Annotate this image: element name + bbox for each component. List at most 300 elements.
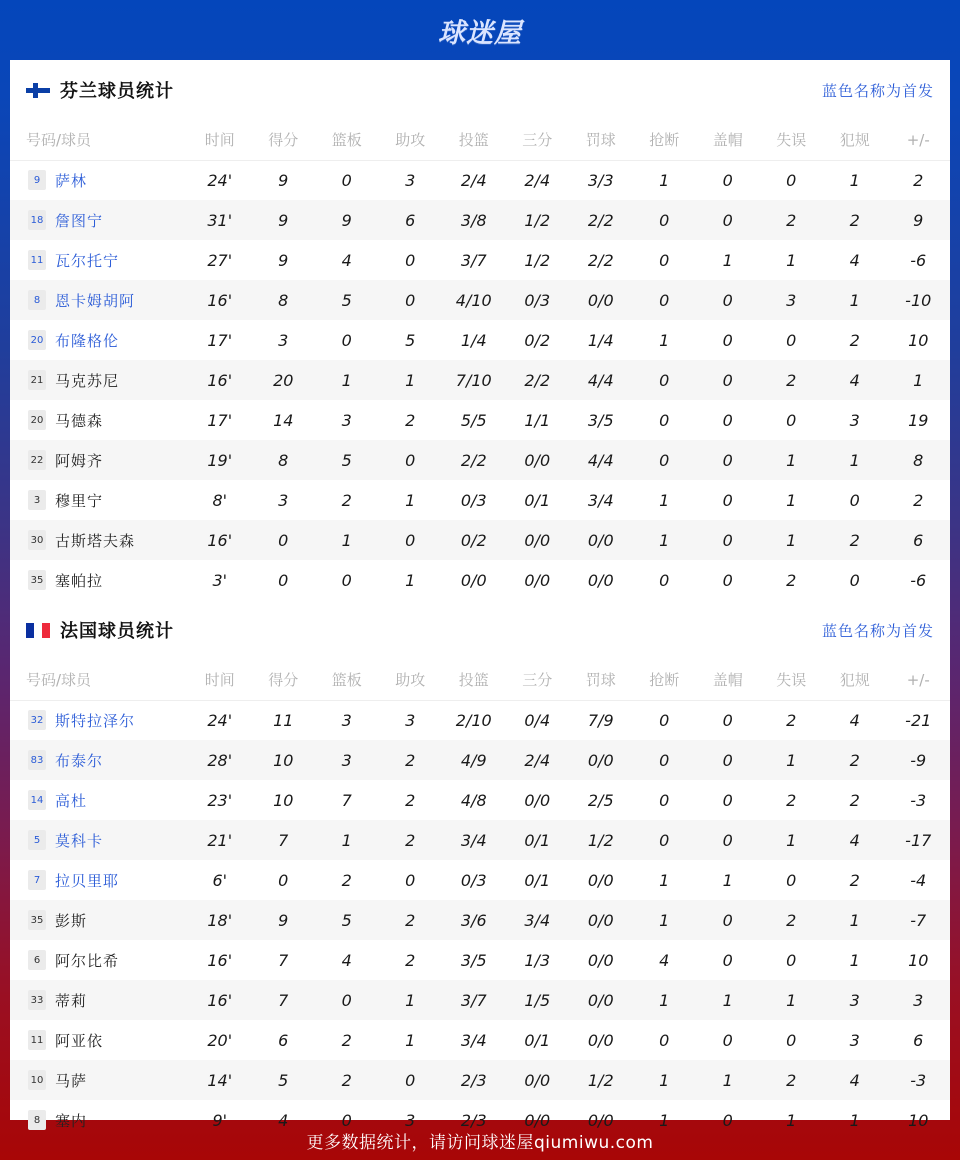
stat-steals: 0	[659, 570, 670, 590]
stat-blocks: 0	[722, 790, 733, 810]
column-header-player: 号码/球员	[10, 660, 188, 700]
jersey-number-badge: 20	[28, 330, 46, 350]
stat-rebounds: 0	[341, 170, 352, 190]
player-cell	[10, 280, 188, 320]
stat-assists: 1	[379, 980, 443, 1020]
stat-points: 0	[278, 870, 289, 890]
stat-turnovers: 0	[786, 870, 797, 890]
player-name: 高杜	[55, 791, 88, 810]
stat-three: 2/4	[506, 740, 570, 780]
stat-turnovers: 1	[786, 490, 797, 510]
table-row	[10, 240, 950, 280]
stat-steals: 0	[659, 250, 670, 270]
stat-three: 0/0	[506, 1060, 570, 1100]
stat-blocks: 0	[722, 1030, 733, 1050]
player-cell	[10, 780, 188, 820]
stat-rebounds: 4	[341, 250, 352, 270]
stat-assists: 2	[405, 950, 416, 970]
site-logo: 球迷屋	[438, 17, 522, 49]
stat-fg: 3/4	[442, 820, 506, 860]
stat-steals: 0	[659, 1030, 670, 1050]
player-cell	[10, 160, 188, 200]
stat-points: 8	[252, 440, 316, 480]
section-title: 芬兰球员统计	[60, 81, 174, 102]
stat-fouls: 2	[849, 870, 860, 890]
stat-plus-minus: -3	[910, 790, 927, 810]
stat-steals: 1	[659, 170, 670, 190]
stat-three: 0/1	[524, 1030, 551, 1050]
stat-plus-minus: 6	[913, 1030, 924, 1050]
stat-points: 9	[252, 900, 316, 940]
table-row	[10, 980, 950, 1020]
column-header-fg: 投篮	[442, 660, 506, 700]
stat-turnovers: 1	[760, 440, 824, 480]
stat-points: 4	[278, 1110, 289, 1130]
stat-fg: 2/3	[442, 1060, 506, 1100]
player-cell	[10, 520, 188, 560]
stat-fg: 0/2	[442, 520, 506, 560]
stat-rebounds: 2	[341, 490, 352, 510]
stat-rebounds: 7	[341, 790, 352, 810]
stat-three: 0/4	[524, 710, 551, 730]
stat-plus-minus: 3	[887, 980, 951, 1020]
stat-time: 16'	[207, 950, 233, 970]
stat-time: 31'	[188, 200, 252, 240]
stat-rebounds: 0	[341, 1110, 352, 1130]
table-row	[10, 280, 950, 320]
stat-plus-minus: -9	[887, 740, 951, 780]
stat-blocks: 0	[696, 900, 760, 940]
stat-fouls: 1	[849, 1110, 860, 1130]
stat-rebounds: 5	[315, 280, 379, 320]
player-name: 萨林	[55, 171, 88, 190]
stat-time: 20'	[207, 1030, 233, 1050]
column-header-fouls: 犯规	[823, 660, 887, 700]
table-row	[10, 160, 950, 200]
table-row	[10, 320, 950, 360]
column-header-plus-minus: +/-	[887, 660, 951, 700]
table-row	[10, 360, 950, 400]
player-name: 古斯塔夫森	[55, 531, 136, 550]
stat-three: 1/2	[524, 250, 551, 270]
stat-plus-minus: -4	[910, 870, 927, 890]
column-header-ft: 罚球	[569, 660, 633, 700]
stat-points: 20	[252, 360, 316, 400]
stat-time: 14'	[188, 1060, 252, 1100]
table-row	[10, 700, 950, 740]
stat-steals: 0	[659, 410, 670, 430]
stat-plus-minus: -10	[887, 280, 951, 320]
stat-time: 24'	[207, 170, 233, 190]
column-header-rebounds: 篮板	[315, 660, 379, 700]
stat-ft: 0/0	[587, 1110, 614, 1130]
starter-legend: 蓝色名称为首发	[821, 81, 934, 100]
stat-turnovers: 2	[760, 1060, 824, 1100]
stat-plus-minus: -7	[887, 900, 951, 940]
stat-ft: 7/9	[587, 710, 614, 730]
stat-blocks: 1	[696, 1060, 760, 1100]
stat-fg: 2/2	[442, 440, 506, 480]
stat-turnovers: 1	[786, 250, 797, 270]
stat-points: 6	[278, 1030, 289, 1050]
section-title: 法国球员统计	[60, 621, 174, 642]
team-section-finland	[10, 60, 950, 600]
table-row	[10, 860, 950, 900]
stat-assists: 5	[405, 330, 416, 350]
stat-turnovers: 0	[786, 1030, 797, 1050]
stat-fg: 0/3	[460, 490, 487, 510]
jersey-number-badge: 35	[28, 910, 46, 930]
stat-steals: 0	[659, 790, 670, 810]
stat-fouls: 4	[823, 820, 887, 860]
jersey-number-badge: 11	[28, 1030, 46, 1050]
stat-time: 27'	[207, 250, 233, 270]
player-name: 斯特拉泽尔	[55, 711, 136, 730]
stat-ft: 0/0	[569, 740, 633, 780]
column-header-time: 时间	[188, 120, 252, 160]
stat-assists: 1	[405, 570, 416, 590]
stat-blocks: 1	[696, 980, 760, 1020]
stat-assists: 0	[405, 250, 416, 270]
player-name: 马萨	[55, 1071, 88, 1090]
stat-assists: 3	[405, 170, 416, 190]
stat-points: 8	[252, 280, 316, 320]
stat-plus-minus: 8	[887, 440, 951, 480]
stat-rebounds: 2	[341, 1030, 352, 1050]
table-row	[10, 820, 950, 860]
stat-fouls: 2	[823, 740, 887, 780]
stat-plus-minus: -21	[905, 710, 932, 730]
stat-ft: 1/4	[587, 330, 614, 350]
section-header	[10, 60, 950, 120]
jersey-number-badge: 83	[28, 750, 46, 770]
player-cell	[10, 1020, 188, 1060]
stat-turnovers: 3	[760, 280, 824, 320]
stat-time: 23'	[207, 790, 233, 810]
player-cell	[10, 860, 188, 900]
stat-turnovers: 1	[760, 520, 824, 560]
stat-steals: 1	[659, 490, 670, 510]
stat-rebounds: 3	[315, 740, 379, 780]
stat-points: 7	[252, 980, 316, 1020]
player-name: 恩卡姆胡阿	[55, 291, 136, 310]
stat-points: 0	[252, 520, 316, 560]
stat-ft: 0/0	[569, 520, 633, 560]
stat-three: 0/1	[524, 870, 551, 890]
stat-three: 2/2	[506, 360, 570, 400]
stat-assists: 1	[405, 1030, 416, 1050]
stat-plus-minus: 2	[913, 170, 924, 190]
stat-turnovers: 2	[760, 200, 824, 240]
column-header-assists: 助攻	[379, 660, 443, 700]
column-header-turnovers: 失误	[760, 660, 824, 700]
stat-ft: 1/2	[569, 1060, 633, 1100]
stat-blocks: 0	[722, 410, 733, 430]
stat-assists: 6	[379, 200, 443, 240]
table-row	[10, 480, 950, 520]
jersey-number-badge: 20	[28, 410, 46, 430]
stat-steals: 0	[659, 710, 670, 730]
stat-three: 0/1	[506, 820, 570, 860]
stat-blocks: 0	[696, 360, 760, 400]
stat-assists: 3	[405, 1110, 416, 1130]
player-stats-table	[10, 120, 950, 600]
stat-assists: 2	[379, 740, 443, 780]
stat-fouls: 2	[849, 330, 860, 350]
stat-rebounds: 0	[315, 980, 379, 1020]
stat-plus-minus: 1	[887, 360, 951, 400]
player-cell	[10, 480, 188, 520]
jersey-number-badge: 22	[28, 450, 46, 470]
stat-plus-minus: 9	[887, 200, 951, 240]
stat-blocks: 1	[722, 870, 733, 890]
jersey-number-badge: 8	[28, 1110, 46, 1130]
stat-three: 0/2	[524, 330, 551, 350]
stat-ft: 4/4	[569, 440, 633, 480]
stat-time: 16'	[188, 360, 252, 400]
column-header-blocks: 盖帽	[696, 120, 760, 160]
player-name: 詹图宁	[55, 211, 104, 230]
stat-plus-minus: -6	[910, 570, 927, 590]
stat-turnovers: 1	[760, 740, 824, 780]
table-row	[10, 200, 950, 240]
stat-blocks: 0	[696, 200, 760, 240]
stat-fouls: 4	[849, 250, 860, 270]
stat-fouls: 2	[823, 520, 887, 560]
table-row	[10, 900, 950, 940]
stat-fg: 3/7	[460, 250, 487, 270]
stat-points: 10	[273, 790, 294, 810]
stat-turnovers: 2	[786, 570, 797, 590]
player-cell	[10, 560, 188, 600]
stat-assists: 2	[379, 900, 443, 940]
stat-assists: 2	[379, 820, 443, 860]
stat-blocks: 0	[696, 520, 760, 560]
stat-time: 6'	[212, 870, 228, 890]
jersey-number-badge: 30	[28, 530, 46, 550]
stat-fouls: 3	[849, 1030, 860, 1050]
stat-fg: 4/8	[460, 790, 487, 810]
stat-assists: 3	[405, 710, 416, 730]
stat-ft: 0/0	[587, 570, 614, 590]
stat-fg: 3/4	[460, 1030, 487, 1050]
stat-turnovers: 0	[786, 170, 797, 190]
stat-blocks: 1	[722, 250, 733, 270]
player-cell	[10, 900, 188, 940]
stat-three: 0/0	[506, 440, 570, 480]
stat-fouls: 3	[849, 410, 860, 430]
stat-fg: 3/6	[442, 900, 506, 940]
stat-fouls: 2	[849, 790, 860, 810]
stat-steals: 1	[633, 900, 697, 940]
stat-three: 1/2	[506, 200, 570, 240]
stat-fg: 5/5	[460, 410, 487, 430]
jersey-number-badge: 21	[28, 370, 46, 390]
column-header-steals: 抢断	[633, 660, 697, 700]
stat-plus-minus: 2	[913, 490, 924, 510]
stat-three: 0/3	[506, 280, 570, 320]
stat-rebounds: 2	[341, 870, 352, 890]
stat-fouls: 2	[823, 200, 887, 240]
stat-ft: 0/0	[569, 980, 633, 1020]
player-name: 马克苏尼	[55, 371, 120, 390]
jersey-number-badge: 6	[28, 950, 46, 970]
table-row	[10, 440, 950, 480]
stat-steals: 0	[633, 740, 697, 780]
player-cell	[10, 320, 188, 360]
stat-three: 0/0	[524, 790, 551, 810]
player-name: 布隆格伦	[55, 331, 120, 350]
stat-time: 17'	[207, 410, 233, 430]
player-name: 阿亚依	[55, 1031, 104, 1050]
stat-points: 3	[278, 490, 289, 510]
stat-steals: 1	[659, 1110, 670, 1130]
column-header-assists: 助攻	[379, 120, 443, 160]
column-header-player: 号码/球员	[10, 120, 188, 160]
jersey-number-badge: 32	[28, 710, 46, 730]
stat-points: 10	[252, 740, 316, 780]
stat-points: 14	[273, 410, 294, 430]
stat-plus-minus: 19	[908, 410, 929, 430]
stat-ft: 1/2	[569, 820, 633, 860]
stat-ft: 0/0	[569, 900, 633, 940]
player-name: 瓦尔托宁	[55, 251, 120, 270]
jersey-number-badge: 33	[28, 990, 46, 1010]
stat-assists: 0	[379, 280, 443, 320]
stat-plus-minus: 6	[887, 520, 951, 560]
stat-three: 2/4	[524, 170, 551, 190]
stat-ft: 3/5	[587, 410, 614, 430]
column-header-three: 三分	[506, 120, 570, 160]
stat-turnovers: 2	[786, 790, 797, 810]
player-name: 拉贝里耶	[55, 871, 120, 890]
player-stats-table	[10, 660, 950, 1140]
stat-ft: 2/2	[587, 250, 614, 270]
player-cell	[10, 700, 188, 740]
stat-assists: 0	[379, 440, 443, 480]
stat-plus-minus: 10	[908, 330, 929, 350]
stat-blocks: 0	[696, 820, 760, 860]
stat-turnovers: 2	[760, 900, 824, 940]
stat-fg: 4/9	[442, 740, 506, 780]
stat-blocks: 0	[722, 170, 733, 190]
player-name: 塞内	[55, 1111, 88, 1130]
column-header-rebounds: 篮板	[315, 120, 379, 160]
stat-blocks: 0	[722, 330, 733, 350]
france-flag-icon	[26, 623, 50, 638]
stat-ft: 0/0	[587, 950, 614, 970]
column-header-fouls: 犯规	[823, 120, 887, 160]
player-cell	[10, 980, 188, 1020]
top-banner	[0, 0, 960, 60]
jersey-number-badge: 14	[28, 790, 46, 810]
column-header-plus-minus: +/-	[887, 120, 951, 160]
stat-assists: 2	[405, 790, 416, 810]
stat-rebounds: 1	[315, 820, 379, 860]
stat-steals: 4	[659, 950, 670, 970]
jersey-number-badge: 3	[28, 490, 46, 510]
player-name: 阿尔比希	[55, 951, 120, 970]
stat-time: 18'	[188, 900, 252, 940]
jersey-number-badge: 8	[28, 290, 46, 310]
stat-fg: 0/3	[460, 870, 487, 890]
stat-plus-minus: 10	[908, 1110, 929, 1130]
stat-rebounds: 2	[315, 1060, 379, 1100]
stat-three: 3/4	[506, 900, 570, 940]
stat-ft: 0/0	[587, 870, 614, 890]
stat-steals: 1	[633, 980, 697, 1020]
stat-rebounds: 3	[341, 710, 352, 730]
stat-assists: 0	[379, 520, 443, 560]
stat-rebounds: 1	[315, 360, 379, 400]
column-header-ft: 罚球	[569, 120, 633, 160]
stats-card	[10, 60, 950, 1130]
stat-blocks: 0	[696, 280, 760, 320]
stat-fouls: 1	[823, 280, 887, 320]
stat-fg: 3/5	[460, 950, 487, 970]
table-row	[10, 780, 950, 820]
stat-plus-minus: -6	[910, 250, 927, 270]
player-cell	[10, 940, 188, 980]
stat-assists: 1	[405, 490, 416, 510]
stat-turnovers: 0	[786, 330, 797, 350]
stat-steals: 0	[633, 360, 697, 400]
jersey-number-badge: 9	[28, 170, 46, 190]
column-header-fg: 投篮	[442, 120, 506, 160]
stat-fouls: 4	[823, 360, 887, 400]
stat-points: 9	[252, 200, 316, 240]
stat-turnovers: 2	[760, 360, 824, 400]
stat-points: 3	[278, 330, 289, 350]
stat-blocks: 0	[722, 570, 733, 590]
stat-fg: 2/4	[460, 170, 487, 190]
column-header-steals: 抢断	[633, 120, 697, 160]
stat-ft: 4/4	[569, 360, 633, 400]
stat-rebounds: 9	[315, 200, 379, 240]
player-cell	[10, 240, 188, 280]
stat-time: 16'	[188, 520, 252, 560]
stat-fg: 2/10	[455, 710, 492, 730]
stat-rebounds: 0	[341, 570, 352, 590]
stat-points: 5	[252, 1060, 316, 1100]
stat-ft: 2/5	[587, 790, 614, 810]
column-header-turnovers: 失误	[760, 120, 824, 160]
stat-blocks: 0	[722, 490, 733, 510]
stat-fg: 0/0	[460, 570, 487, 590]
stat-fouls: 1	[849, 170, 860, 190]
stat-three: 0/0	[524, 570, 551, 590]
stat-steals: 1	[659, 870, 670, 890]
stat-time: 17'	[207, 330, 233, 350]
stat-turnovers: 1	[760, 980, 824, 1020]
player-cell	[10, 1060, 188, 1100]
player-name: 布泰尔	[55, 751, 104, 770]
jersey-number-badge: 18	[28, 210, 46, 230]
team-section-france	[10, 600, 950, 1140]
stat-time: 16'	[188, 280, 252, 320]
stat-steals: 0	[633, 200, 697, 240]
table-row	[10, 560, 950, 600]
stat-ft: 0/0	[569, 280, 633, 320]
stat-three: 1/3	[524, 950, 551, 970]
column-header-three: 三分	[506, 660, 570, 700]
stat-points: 0	[278, 570, 289, 590]
finland-flag-icon	[26, 83, 50, 98]
stat-points: 7	[252, 820, 316, 860]
stat-blocks: 0	[722, 1110, 733, 1130]
column-header-points: 得分	[252, 120, 316, 160]
stat-assists: 0	[405, 870, 416, 890]
